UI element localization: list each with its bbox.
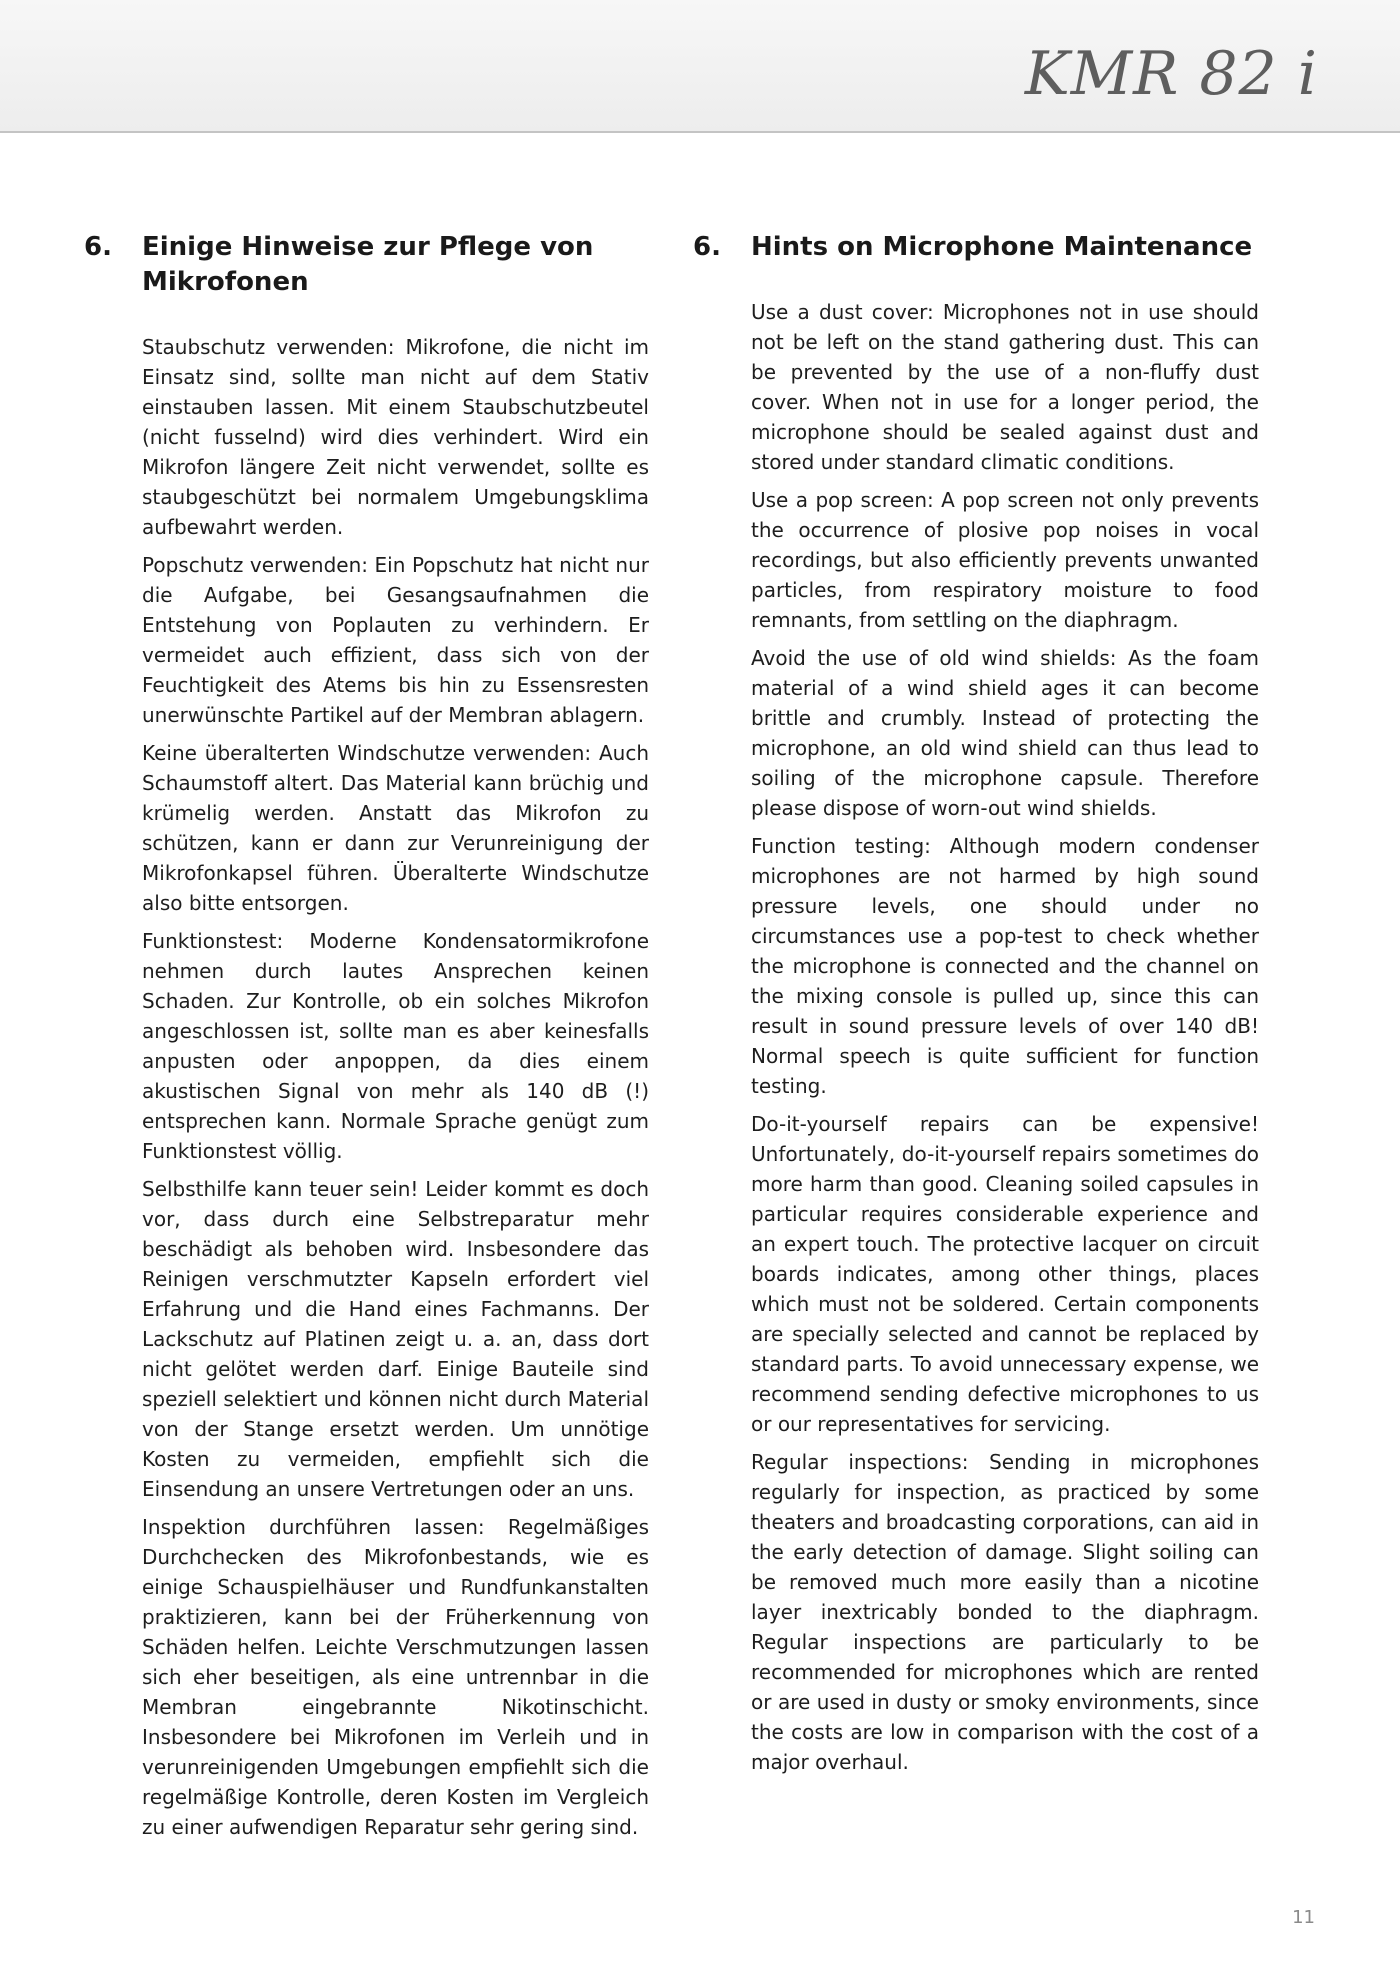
german-section-title: Einige Hinweise zur Pflege von Mikrofonen [142,232,594,297]
english-paragraph-inspections: Regular inspections: Sending in microphones regularly for inspection, as practiced by some theaters and broadcasting corporations, can aid in the early detection of damage. Slight soiling can be removed much more easily than a nicotine layer inextricably bonded to the diaphragm. Regular inspections are particularly to be recommended for microphones which are rented or are used in dusty or smoky environments, since the costs are low in comparison with the cost of a major overhaul. [751,1450,1259,1774]
english-section-title: Hints on Microphone Maintenance [751,232,1253,262]
english-section-number: 6. [693,232,721,262]
english-paragraph-wind-shields: Avoid the use of old wind shields: As the foam material of a wind shield ages it can become brittle and crumbly. Instead of protecting the microphone, an old wind shield can thus lead to soiling of the microphone capsule. Therefore please dispose of worn-out wind shields. [751,646,1259,820]
english-paragraphs [751,297,1259,1777]
german-paragraph-diy-repairs: Selbsthilfe kann teuer sein! Leider kommt es doch vor, dass durch eine Selbstreparatur mehr beschädigt als behoben wird. Insbesondere das Reinigen verschmutzter Kapseln erfordert viel Erfahrung und die Hand eines Fachmanns. Der Lackschutz auf Platinen zeigt u. a. an, dass dort nicht gelötet werden darf. Einige Bauteile sind speziell selektiert und können nicht durch Material von der Stange ersetzt werden. Um unnötige Kosten zu vermeiden, empfiehlt sich die Einsendung an unsere Vertretungen oder an uns. [142,1177,649,1501]
english-paragraph-diy-repairs: Do-it-yourself repairs can be expensive! Unfortunately, do-it-yourself repairs sometimes do more harm than good. Cleaning soiled capsules in particular requires considerable experience and an expert touch. The protective lacquer on circuit boards indicates, among other things, places which must not be soldered. Certain components are specially selected and cannot be replaced by standard parts. To avoid unnecessary expense, we recommend sending defective microphones to us or our representatives for servicing. [751,1112,1259,1436]
product-title: KMR 82 i [1024,39,1318,109]
english-column [693,230,1259,1785]
german-paragraph-pop-screen: Popschutz verwenden: Ein Popschutz hat nicht nur die Aufgabe, bei Gesangsaufnahmen die Entstehung von Poplauten zu verhindern. Er vermeidet auch effizient, dass sich von der Feuchtigkeit des Atems bis hin zu Essensresten unerwünschte Partikel auf der Membran ablagern. [142,553,649,727]
german-section-number: 6. [84,232,112,262]
german-column [84,230,649,1850]
page-number: 11 [1292,1907,1315,1928]
german-paragraph-inspections: Inspektion durchführen lassen: Regelmäßiges Durchchecken des Mikrofonbestands, wie es einige Schauspielhäuser und Rundfunkanstalten praktizieren, kann bei der Früherkennung von Schäden helfen. Leichte Verschmutzungen lassen sich eher beseitigen, als eine untrennbar in die Membran eingebrannte Nikotinschicht. Insbesondere bei Mikrofonen im Verleih und in verunreinigenden Umgebungen empfiehlt sich die regelmäßige Kontrolle, deren Kosten im Vergleich zu einer aufwendigen Reparatur sehr gering sind. [142,1515,649,1839]
german-paragraphs [142,332,649,1842]
german-paragraph-wind-shields: Keine überalterten Windschutze verwenden: Auch Schaumstoff altert. Das Material kann brüchig und krümelig werden. Anstatt das Mikrofon zu schützen, kann er dann zur Verunreinigung der Mikrofonkapsel führen. Überalterte Windschutze also bitte entsorgen. [142,741,649,915]
english-paragraph-function-test: Function testing: Although modern condenser microphones are not harmed by high sound pressure levels, one should under no circumstances use a pop-test to check whether the microphone is connected and the channel on the mixing console is pulled up, since this can result in sound pressure levels of over 140 dB! Normal speech is quite sufficient for function testing. [751,834,1259,1098]
german-paragraph-dust-cover: Staubschutz verwenden: Mikrofone, die nicht im Einsatz sind, sollte man nicht auf dem Stativ einstauben lassen. Mit einem Staubschutzbeutel (nicht fusselnd) wird dies verhindert. Wird ein Mikrofon längere Zeit nicht verwendet, sollte es staubgeschützt bei normalem Umgebungsklima aufbewahrt werden. [142,335,649,539]
german-section-heading [84,230,649,300]
english-paragraph-pop-screen: Use a pop screen: A pop screen not only prevents the occurrence of plosive pop noises in vocal recordings, but also efficiently prevents unwanted particles, from respiratory moisture to food remnants, from settling on the diaphragm. [751,488,1259,632]
page-header [0,0,1400,133]
english-section-heading [693,230,1259,265]
english-paragraph-dust-cover: Use a dust cover: Microphones not in use should not be left on the stand gathering dust. This can be prevented by the use of a non-fluffy dust cover. When not in use for a longer period, the microphone should be sealed against dust and stored under standard climatic conditions. [751,300,1259,474]
german-paragraph-function-test: Funktionstest: Moderne Kondensatormikrofone nehmen durch lautes Ansprechen keinen Schaden. Zur Kontrolle, ob ein solches Mikrofon angeschlossen ist, sollte man es aber keinesfalls anpusten oder anpoppen, da dies einem akustischen Signal von mehr als 140 dB (!) entsprechen kann. Normale Sprache genügt zum Funktionstest völlig. [142,929,649,1163]
